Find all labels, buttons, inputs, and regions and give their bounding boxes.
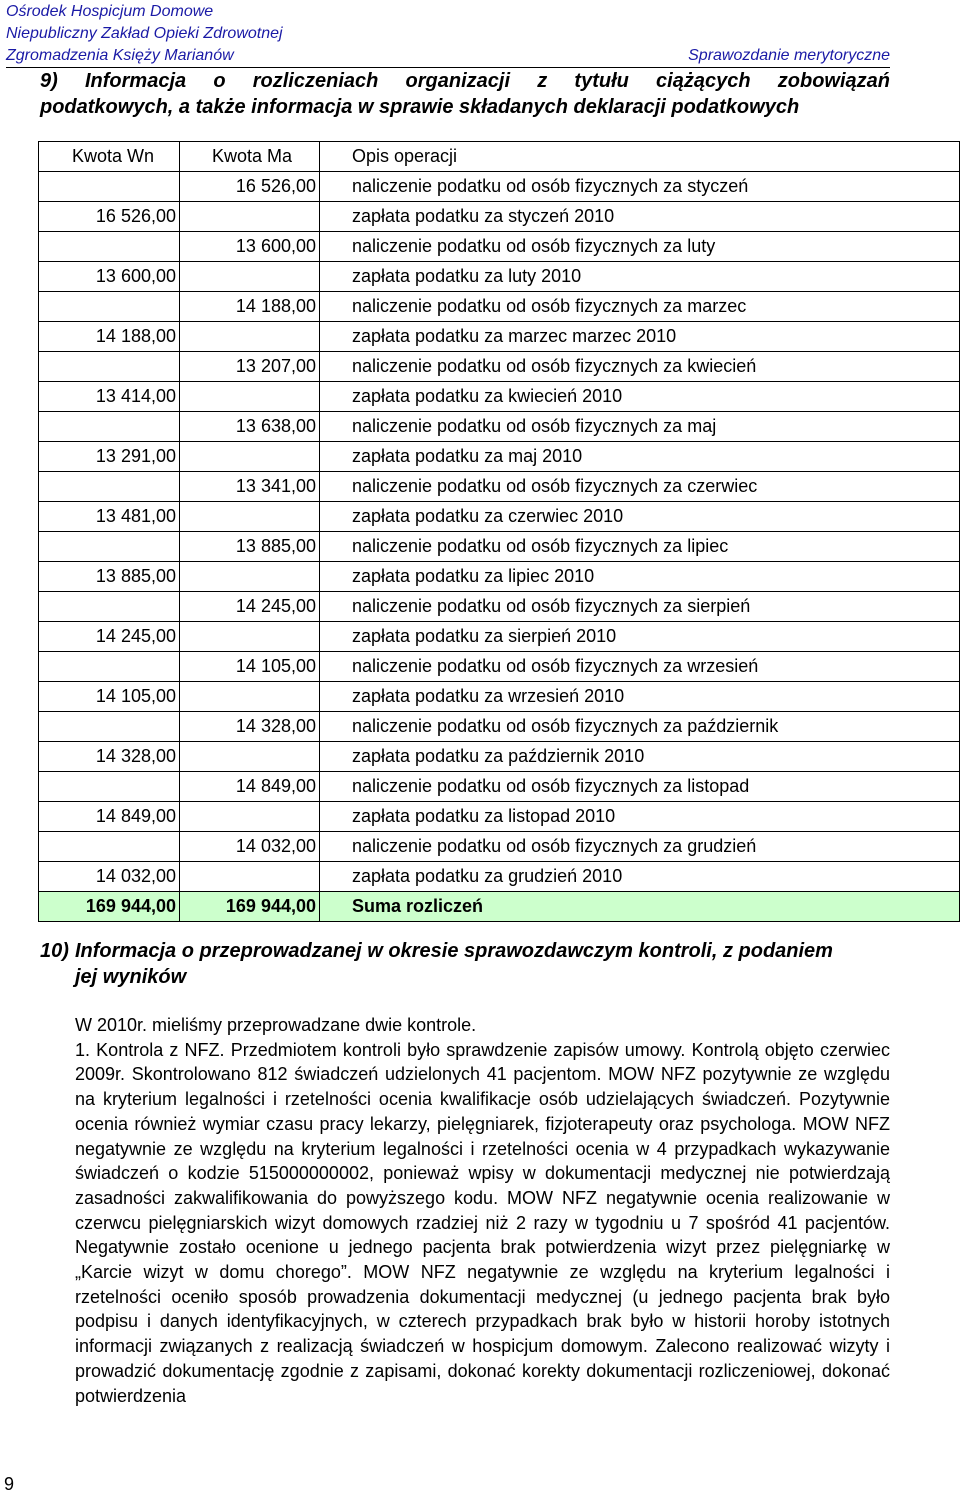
cell-opis: naliczenie podatku od osób fizycznych za kwiecień	[320, 352, 960, 382]
cell-opis: zapłata podatku za styczeń 2010	[320, 202, 960, 232]
cell-kwota-ma: 13 341,00	[180, 472, 320, 502]
org-name-line3: Zgromadzenia Księży Marianów	[6, 47, 234, 64]
cell-kwota-ma	[180, 262, 320, 292]
cell-opis: zapłata podatku za marzec marzec 2010	[320, 322, 960, 352]
table-row	[39, 622, 960, 652]
cell-kwota-ma	[180, 562, 320, 592]
cell-opis: zapłata podatku za sierpień 2010	[320, 622, 960, 652]
table-row	[39, 412, 960, 442]
org-name-line1: Ośrodek Hospicjum Domowe	[6, 3, 214, 20]
cell-kwota-ma	[180, 322, 320, 352]
section-9-title-line1: 9) Informacja o rozliczeniach organizacji z tytułu ciążących zobowiązań	[40, 70, 890, 92]
cell-kwota-ma: 16 526,00	[180, 172, 320, 202]
paragraph-nfz-control: 1. Kontrola z NFZ. Przedmiotem kontroli było sprawdzenie zapisów umowy. Kontrolą objęto czerwiec 2009r. Skontrolowano 812 świadczeń udzielonych 41 pacjentom. MOW NFZ pozytywnie ze względu na kryterium legalności i rzetelności ocenia kwalifikacje osób udzielających świadczeń. Pozytywnie ocenia również wymiar czasu pracy lekarzy, pielęgniarek, fizjoterapeuty oraz psychologa. MOW NFZ negatywnie ze względu na kryterium legalności i rzetelności ocenia w 4 przypadkach wykazywanie świadczeń o kodzie 515000000002, ponieważ wpisy w dokumentacji medycznej nie potwierdzają zasadności zakwalifikowania do powyższego kodu. MOW NFZ negatywnie ocenia realizowanie w czerwcu pielęgniarskich wizyt domowych rzadziej niż 2 razy w tygodniu u 7 spośród 41 pacjentów. Negatywnie zostało ocenione u jednego pacjenta brak potwierdzenia wizyt przez pielęgniarkę w „Karcie wizyt w domu chorego”. MOW NFZ negatywnie ze względu na kryterium legalności i rzetelności oceniło sposób prowadzenia dokumentacji medycznej (u jednego pacjenta brak było podpisu i danych identyfikacyjnych, w czterech przypadkach brak było w historii horoby istotnych informacji związanych z realizacją świadczeń w hospicjum domowym. Zalecono realizować wizyty i prowadzić dokumentację zgodnie z zapisami, dokonać korekty dokumentacji rozliczeniowej, dokonać potwierdzenia	[75, 1039, 890, 1406]
table-row	[39, 862, 960, 892]
section-10-title	[40, 938, 900, 990]
table-row	[39, 592, 960, 622]
table-row	[39, 802, 960, 832]
table-row	[39, 202, 960, 232]
header-kwota-wn: Kwota Wn	[39, 142, 180, 172]
cell-kwota-wn	[39, 352, 180, 382]
cell-opis: zapłata podatku za wrzesień 2010	[320, 682, 960, 712]
section-10-title-line2: jej wyników	[75, 966, 187, 988]
cell-kwota-wn	[39, 472, 180, 502]
cell-kwota-wn: 14 849,00	[39, 802, 180, 832]
cell-kwota-ma: 14 245,00	[180, 592, 320, 622]
cell-kwota-ma	[180, 202, 320, 232]
table-row	[39, 262, 960, 292]
cell-kwota-ma: 14 328,00	[180, 712, 320, 742]
org-name-line2: Niepubliczny Zakład Opieki Zdrowotnej	[6, 25, 283, 42]
header-opis-operacji: Opis operacji	[320, 142, 960, 172]
page-header	[6, 1, 890, 68]
cell-opis: zapłata podatku za czerwiec 2010	[320, 502, 960, 532]
table-row	[39, 382, 960, 412]
cell-opis: naliczenie podatku od osób fizycznych za grudzień	[320, 832, 960, 862]
tax-settlements-table	[38, 141, 960, 922]
page-number: 9	[4, 1474, 15, 1494]
cell-kwota-wn	[39, 592, 180, 622]
cell-opis: zapłata podatku za grudzień 2010	[320, 862, 960, 892]
table-row	[39, 742, 960, 772]
section-10-number: 10)	[40, 940, 69, 962]
cell-kwota-wn	[39, 232, 180, 262]
cell-opis: zapłata podatku za maj 2010	[320, 442, 960, 472]
table-row	[39, 232, 960, 262]
section-10-title-line1: Informacja o przeprowadzanej w okresie sprawozdawczym kontroli, z podaniem	[75, 940, 833, 962]
cell-kwota-wn	[39, 832, 180, 862]
section-9-title-line2: podatkowych, a także informacja w sprawie składanych deklaracji podatkowych	[40, 96, 800, 118]
cell-kwota-ma	[180, 622, 320, 652]
cell-kwota-wn: 13 600,00	[39, 262, 180, 292]
cell-kwota-ma	[180, 682, 320, 712]
table-row	[39, 322, 960, 352]
table-header-row	[39, 142, 960, 172]
cell-opis: naliczenie podatku od osób fizycznych za sierpień	[320, 592, 960, 622]
section-9-title	[40, 68, 890, 120]
table-row	[39, 562, 960, 592]
cell-kwota-ma: 14 849,00	[180, 772, 320, 802]
cell-kwota-wn: 14 245,00	[39, 622, 180, 652]
cell-kwota-wn: 13 414,00	[39, 382, 180, 412]
cell-kwota-ma: 13 600,00	[180, 232, 320, 262]
cell-opis: naliczenie podatku od osób fizycznych za październik	[320, 712, 960, 742]
cell-kwota-ma	[180, 502, 320, 532]
cell-opis: naliczenie podatku od osób fizycznych za marzec	[320, 292, 960, 322]
cell-kwota-ma: 13 885,00	[180, 532, 320, 562]
table-body	[39, 172, 960, 892]
cell-kwota-wn	[39, 532, 180, 562]
cell-kwota-wn	[39, 652, 180, 682]
cell-kwota-wn: 13 481,00	[39, 502, 180, 532]
cell-opis: naliczenie podatku od osób fizycznych za styczeń	[320, 172, 960, 202]
header-last-line	[6, 45, 890, 68]
cell-kwota-ma: 14 032,00	[180, 832, 320, 862]
cell-opis: zapłata podatku za kwiecień 2010	[320, 382, 960, 412]
cell-opis: zapłata podatku za listopad 2010	[320, 802, 960, 832]
cell-kwota-wn	[39, 412, 180, 442]
table-row	[39, 172, 960, 202]
table-row	[39, 832, 960, 862]
table-row	[39, 712, 960, 742]
cell-kwota-ma	[180, 802, 320, 832]
cell-kwota-ma: 13 638,00	[180, 412, 320, 442]
cell-kwota-ma	[180, 862, 320, 892]
cell-kwota-ma	[180, 742, 320, 772]
cell-kwota-ma	[180, 442, 320, 472]
sum-row	[39, 892, 960, 922]
cell-kwota-wn: 14 105,00	[39, 682, 180, 712]
cell-kwota-wn: 14 328,00	[39, 742, 180, 772]
cell-kwota-wn	[39, 172, 180, 202]
table-row	[39, 472, 960, 502]
cell-opis: naliczenie podatku od osób fizycznych za luty	[320, 232, 960, 262]
cell-opis: zapłata podatku za październik 2010	[320, 742, 960, 772]
cell-opis: naliczenie podatku od osób fizycznych za wrzesień	[320, 652, 960, 682]
cell-opis: naliczenie podatku od osób fizycznych za listopad	[320, 772, 960, 802]
cell-kwota-wn	[39, 772, 180, 802]
cell-kwota-wn: 14 032,00	[39, 862, 180, 892]
section-10-body	[75, 1013, 890, 1408]
cell-kwota-ma: 14 188,00	[180, 292, 320, 322]
report-type: Sprawozdanie merytoryczne	[688, 47, 890, 64]
cell-kwota-ma: 14 105,00	[180, 652, 320, 682]
table-row	[39, 502, 960, 532]
cell-opis: naliczenie podatku od osób fizycznych za czerwiec	[320, 472, 960, 502]
cell-opis: zapłata podatku za luty 2010	[320, 262, 960, 292]
cell-kwota-wn	[39, 712, 180, 742]
paragraph-intro: W 2010r. mieliśmy przeprowadzane dwie kontrole.	[75, 1015, 477, 1035]
table-row	[39, 532, 960, 562]
sum-wn: 169 944,00	[39, 892, 180, 922]
table-row	[39, 772, 960, 802]
cell-kwota-wn: 13 885,00	[39, 562, 180, 592]
sum-ma: 169 944,00	[180, 892, 320, 922]
sum-label: Suma rozliczeń	[320, 892, 960, 922]
table-row	[39, 352, 960, 382]
cell-kwota-wn: 16 526,00	[39, 202, 180, 232]
table-row	[39, 292, 960, 322]
cell-kwota-ma: 13 207,00	[180, 352, 320, 382]
cell-opis: naliczenie podatku od osób fizycznych za maj	[320, 412, 960, 442]
cell-kwota-wn: 14 188,00	[39, 322, 180, 352]
header-kwota-ma: Kwota Ma	[180, 142, 320, 172]
cell-kwota-wn: 13 291,00	[39, 442, 180, 472]
table-row	[39, 682, 960, 712]
table-row	[39, 442, 960, 472]
table-row	[39, 652, 960, 682]
cell-opis: zapłata podatku za lipiec 2010	[320, 562, 960, 592]
cell-kwota-wn	[39, 292, 180, 322]
cell-opis: naliczenie podatku od osób fizycznych za lipiec	[320, 532, 960, 562]
cell-kwota-ma	[180, 382, 320, 412]
